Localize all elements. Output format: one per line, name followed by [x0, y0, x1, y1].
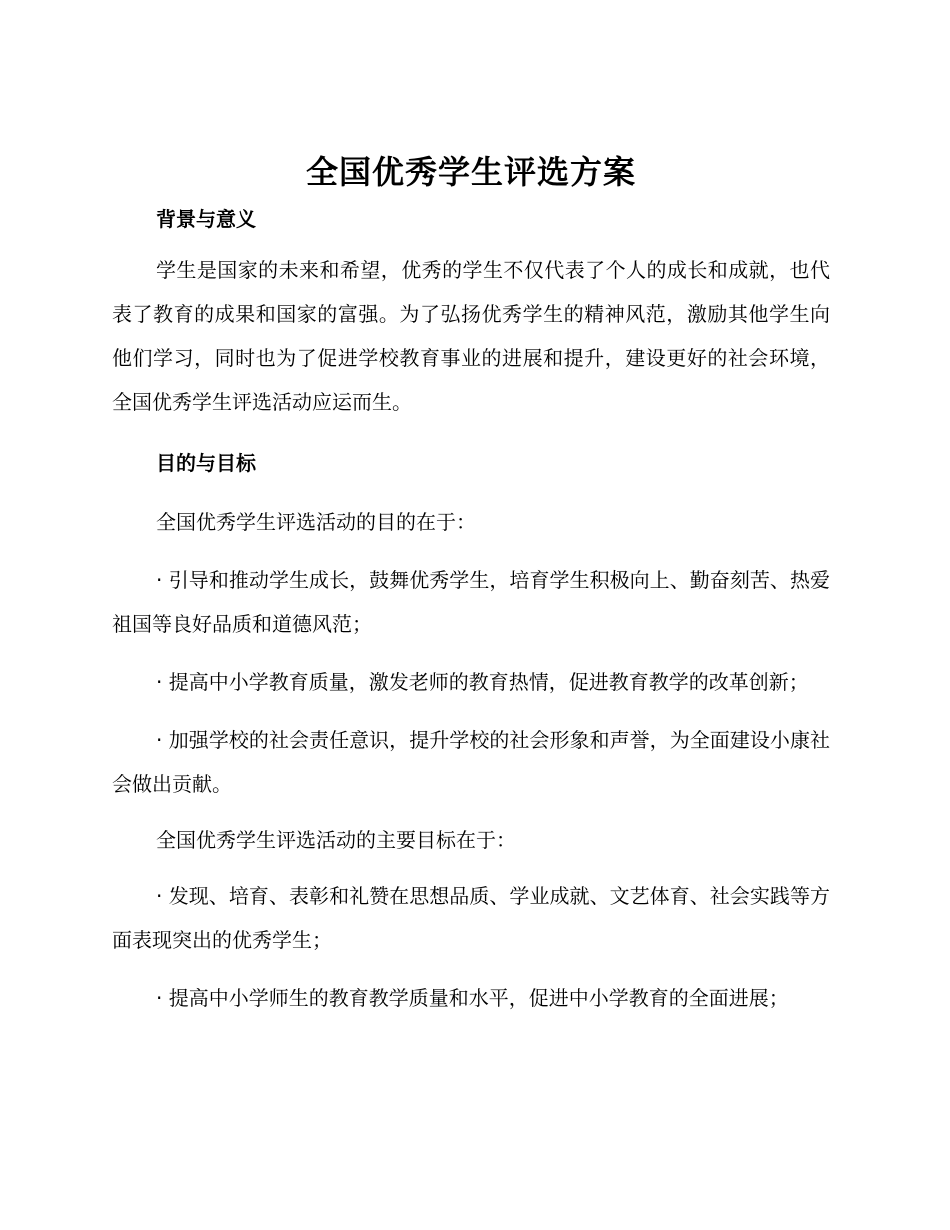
- document-title: 全国优秀学生评选方案: [305, 153, 636, 191]
- paragraph-purpose-intro: 全国优秀学生评选活动的目的在于：: [156, 510, 476, 534]
- paragraph-background: 学生是国家的未来和希望，优秀的学生不仅代表了个人的成长和成就，也代表了教育的成果和国家的富强。为了弘扬优秀学生的精神风范，激励其他学生向他们学习，同时也为了促进学校教育事业的进展和提升，建设更好的社会环境，全国优秀学生评选活动应运而生。: [112, 258, 830, 414]
- paragraph-target-intro: 全国优秀学生评选活动的主要目标在于：: [156, 828, 516, 852]
- bullet-target-1: · 发现、培育、表彰和礼赞在思想品质、学业成就、文艺体育、社会实践等方面表现突出的优秀学生；: [112, 884, 830, 952]
- bullet-target-2: · 提高中小学师生的教育教学质量和水平，促进中小学教育的全面进展；: [156, 986, 789, 1010]
- bullet-purpose-2: · 提高中小学教育质量，激发老师的教育热情，促进教育教学的改革创新；: [156, 670, 809, 694]
- section-heading-goals: 目的与目标: [156, 451, 256, 475]
- bullet-purpose-3: · 加强学校的社会责任意识，提升学校的社会形象和声誉，为全面建设小康社会做出贡献。: [112, 728, 830, 796]
- bullet-purpose-1: · 引导和推动学生成长，鼓舞优秀学生，培育学生积极向上、勤奋刻苦、热爱祖国等良好品质和道德风范；: [112, 568, 830, 636]
- section-heading-background: 背景与意义: [156, 207, 256, 231]
- document-body: [112, 150, 830, 1020]
